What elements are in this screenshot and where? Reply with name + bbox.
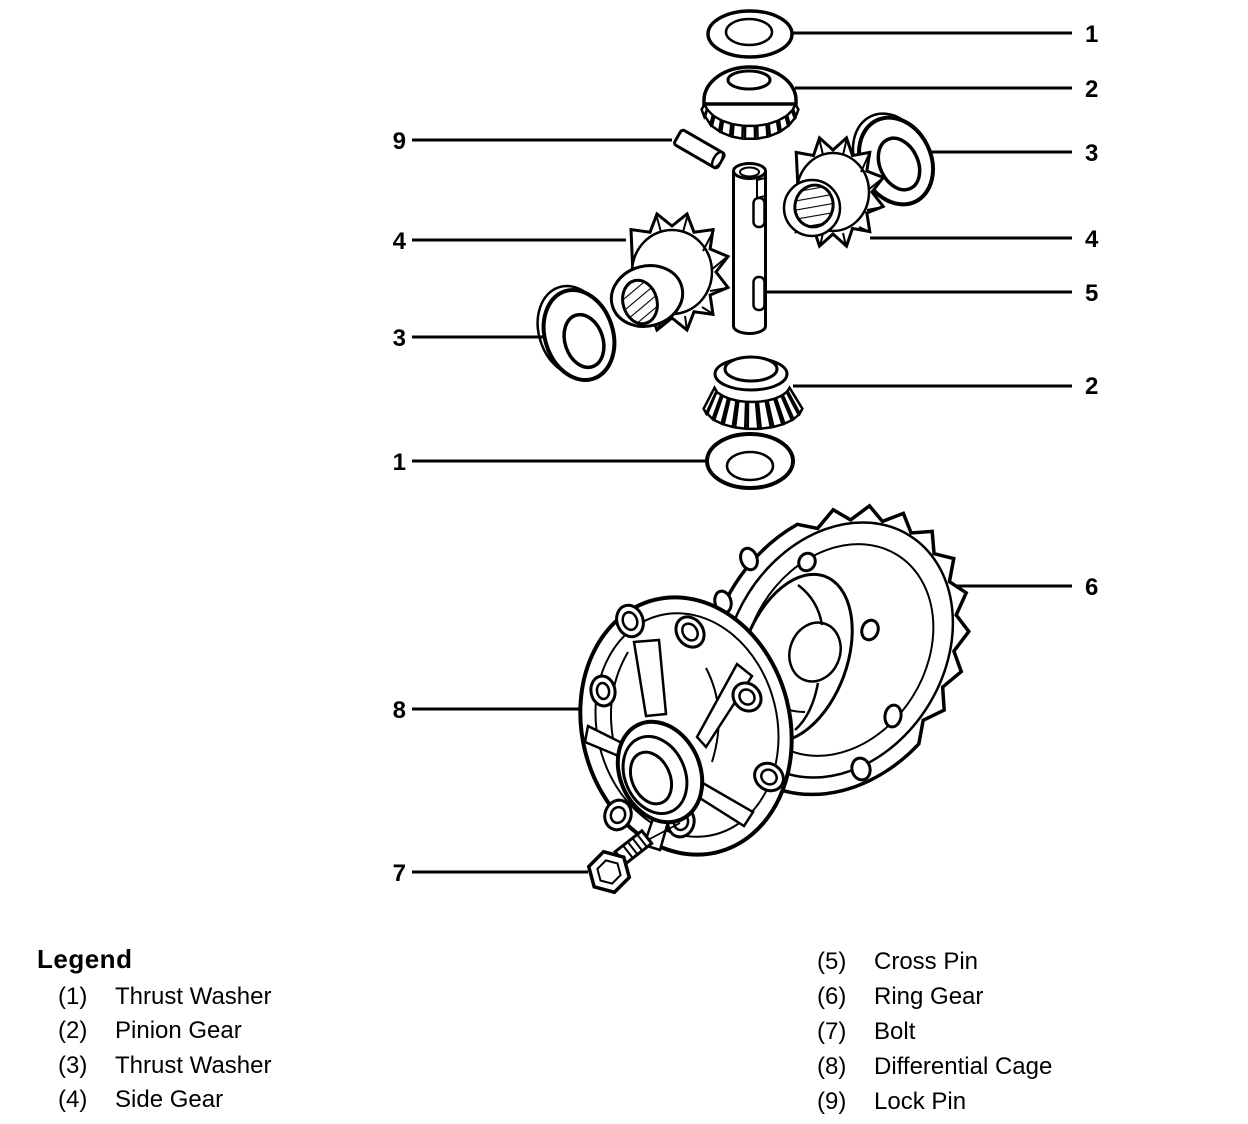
callout-4-right: 4 (1085, 226, 1099, 253)
part-side-gear-4-left (604, 214, 728, 334)
legend-item-number: (9) (817, 1088, 847, 1115)
part-lock-pin-9 (673, 129, 725, 169)
legend-item-label: Ring Gear (874, 983, 984, 1010)
bolt-head (589, 852, 630, 893)
legend-item-label: Bolt (874, 1018, 916, 1045)
legend-item-number: (6) (817, 983, 847, 1010)
legend-item-label: Thrust Washer (115, 983, 272, 1010)
part-pinion-gear-2-top (702, 67, 799, 139)
part-thrust-washer-1-top (708, 11, 792, 57)
callout-3-right: 3 (1085, 140, 1099, 167)
callout-3-left: 3 (392, 325, 406, 352)
callout-2-bottom: 2 (1085, 373, 1099, 400)
legend-item-number: (3) (58, 1052, 88, 1079)
part-side-gear-4-right (784, 138, 883, 246)
legend-item-number: (1) (58, 983, 88, 1010)
legend-item-number: (5) (817, 948, 847, 975)
part-pinion-gear-2-bottom (704, 357, 803, 429)
callout-1-top: 1 (1085, 21, 1099, 48)
part-cross-pin-5 (734, 164, 766, 334)
callout-6: 6 (1085, 574, 1099, 601)
callout-4-left: 4 (392, 228, 406, 255)
legend-title: Legend (37, 944, 133, 974)
callout-5: 5 (1085, 280, 1099, 307)
legend-item-number: (4) (58, 1086, 88, 1113)
callout-2-top: 2 (1085, 76, 1099, 103)
callout-7: 7 (392, 860, 406, 887)
part-thrust-washer-1-bottom (707, 434, 793, 488)
legend-item-label: Cross Pin (874, 948, 979, 975)
callout-1-bottom: 1 (392, 449, 406, 476)
legend-item-number: (8) (817, 1053, 847, 1080)
legend-item-label: Side Gear (115, 1086, 224, 1113)
legend-item-label: Differential Cage (874, 1053, 1053, 1080)
legend-item-label: Lock Pin (874, 1088, 967, 1115)
legend-item-number: (7) (817, 1018, 847, 1045)
callout-9: 9 (392, 128, 406, 155)
legend-item-label: Pinion Gear (115, 1017, 242, 1044)
legend-item-label: Thrust Washer (115, 1052, 272, 1079)
legend-item-number: (2) (58, 1017, 88, 1044)
callout-8: 8 (392, 697, 406, 724)
